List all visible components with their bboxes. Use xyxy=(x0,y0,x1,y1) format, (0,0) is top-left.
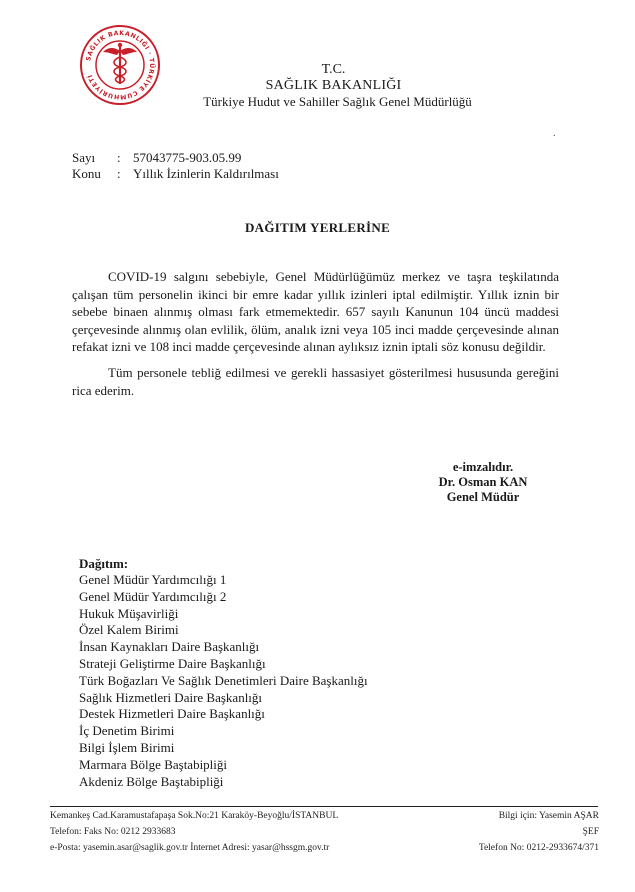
distribution-title: DAĞITIM YERLERİNE xyxy=(244,220,391,235)
dagitim-list xyxy=(79,572,368,790)
footer-role: ŞEF xyxy=(582,827,599,837)
footer-email-web: e-Posta: yasemin.asar@saglik.gov.tr İnternet Adresi: yasar@hssgm.gov.tr xyxy=(50,843,330,853)
dagitim-title: Dağıtım: xyxy=(79,556,129,571)
footer-phone-fax: Telefon: Faks No: 0212 2933683 xyxy=(50,827,176,837)
list-item: Türk Boğazları Ve Sağlık Denetimleri Daire Başkanlığı xyxy=(79,672,368,688)
footer-info-contact: Bilgi için: Yasemin AŞAR xyxy=(498,811,599,821)
list-item: Genel Müdür Yardımcılığı 2 xyxy=(79,588,227,604)
list-item: İnsan Kaynakları Daire Başkanlığı xyxy=(79,639,260,655)
signature-name: Dr. Osman KAN xyxy=(438,475,528,489)
list-item: Destek Hizmetleri Daire Başkanlığı xyxy=(79,706,265,722)
signature-title: Genel Müdür xyxy=(446,490,520,504)
list-item: Sağlık Hizmetleri Daire Başkanlığı xyxy=(79,689,263,705)
list-item: Marmara Bölge Baştabipliği xyxy=(79,756,228,772)
list-item: Bilgi İşlem Birimi xyxy=(79,739,175,755)
body-paragraph-2: Tüm personele tebliğ edilmesi ve gerekli hassasiyet gösterilmesi hususunda gereğini rica ederim. xyxy=(72,365,559,398)
header-department: Türkiye Hudut ve Sahiller Sağlık Genel Müdürlüğü xyxy=(203,94,472,109)
footer-address: Kemankeş Cad.Karamustafapaşa Sok.No:21 Karaköy-Beyoğlu/İSTANBUL xyxy=(50,811,339,821)
sayi-colon: : xyxy=(117,150,121,165)
konu-value: Yıllık İzinlerin Kaldırılması xyxy=(133,166,279,181)
signature-note: e-imzalıdır. xyxy=(452,460,514,474)
sayi-value: 57043775-903.05.99 xyxy=(133,150,242,165)
body-paragraph-1: COVID-19 salgını sebebiyle, Genel Müdürlüğümüz merkez ve taşra teşkilatında çalışan tüm personelin ikinci bir emre kadar yıllık izinleri iptal edilmiştir. Yıllık iznin bir sebebe binaen alınmış olması fark etmemektedir. 657 sayılı Kanunun 104 üncü maddesi çerçevesinde alınmış olan evlilik, ölüm, analık izni veya 105 inci madde çerçevesinde alınan refakat izni ve 108 inci madde çerçevesinde alınan aylıksız iznin iptali söz konusu değildir. xyxy=(72,269,559,354)
list-item: Hukuk Müşavirliği xyxy=(79,605,179,621)
scan-dot: . xyxy=(553,128,556,139)
konu-label: Konu xyxy=(72,166,101,181)
header-tc: T.C. xyxy=(321,62,346,77)
list-item: İç Denetim Birimi xyxy=(79,723,175,739)
list-item: Strateji Geliştirme Daire Başkanlığı xyxy=(79,655,266,671)
list-item: Akdeniz Bölge Baştabipliği xyxy=(79,773,224,789)
footer-contact-phone: Telefon No: 0212-2933674/371 xyxy=(478,843,599,853)
footer-divider xyxy=(50,806,598,807)
sayi-label: Sayı xyxy=(72,150,96,165)
logo-ring-text: SAĞLIK BAKANLIĞI · TÜRKİYE CUMHURİYETİ xyxy=(85,29,156,101)
list-item: Genel Müdür Yardımcılığı 1 xyxy=(79,572,227,587)
header-ministry: SAĞLIK BAKANLIĞI xyxy=(265,78,402,93)
list-item: Özel Kalem Birimi xyxy=(79,622,179,638)
konu-colon: : xyxy=(117,166,121,181)
